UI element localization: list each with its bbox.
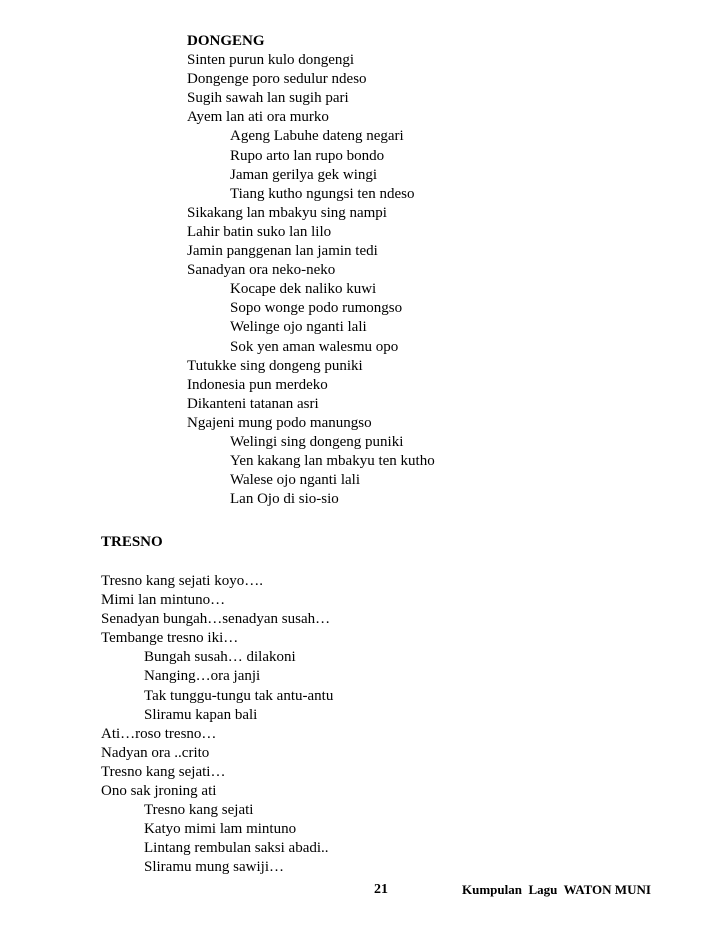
poem-line: Sliramu kapan bali: [144, 706, 258, 723]
poem-line: Tak tunggu-tungu tak antu-antu: [144, 687, 334, 704]
poem-dongeng-lines: [187, 51, 435, 509]
poem-line: Sanadyan ora neko-neko: [187, 262, 336, 279]
poem-line: Nanging…ora janji: [144, 668, 261, 685]
poem-line: Lintang rembulan saksi abadi..: [144, 840, 329, 857]
page-number: 21: [374, 882, 388, 897]
poem-line: Tresno kang sejati koyo….: [101, 573, 263, 589]
poem-line: Katyo mimi lam mintuno: [144, 821, 297, 838]
poem-line: Ono sak jroning ati: [101, 783, 217, 800]
poem-line: Senadyan bungah…senadyan susah…: [101, 611, 331, 628]
poem-line: Ati…roso tresno…: [101, 725, 217, 742]
poem-line: Welinge ojo nganti lali: [230, 319, 367, 336]
poem-line: Bungah susah… dilakoni: [144, 649, 296, 666]
poem-line: Kocape dek naliko kuwi: [230, 281, 377, 298]
poem-line: Jaman gerilya gek wingi: [230, 166, 378, 183]
poem-line: Nadyan ora ..crito: [101, 744, 210, 761]
poem-line: Ngajeni mung podo manungso: [187, 414, 372, 431]
poem-dongeng: [187, 32, 435, 509]
poem-line: Tresno kang sejati…: [101, 763, 226, 780]
poem-line: Sugih sawah lan sugih pari: [187, 90, 349, 107]
poem-tresno-lines: [101, 572, 333, 878]
poem-line: Jamin panggenan lan jamin tedi: [187, 243, 378, 260]
poem-line: Mimi lan mintuno…: [101, 592, 226, 609]
poem-line: Walese ojo nganti lali: [230, 472, 361, 489]
poem-line: Sikakang lan mbakyu sing nampi: [187, 204, 387, 221]
poem-line: Tembange tresno iki…: [101, 630, 239, 647]
poem-line: Rupo arto lan rupo bondo: [230, 147, 385, 164]
poem-tresno: [101, 572, 333, 878]
poem-line: Yen kakang lan mbakyu ten kutho: [230, 453, 435, 470]
poem-line: Dikanteni tatanan asri: [187, 395, 319, 412]
poem-line: Lahir batin suko lan lilo: [187, 223, 332, 240]
poem-line: Tresno kang sejati: [144, 802, 254, 819]
poem-line: Lan Ojo di sio-sio: [230, 491, 339, 508]
poem-line: Indonesia pun merdeko: [187, 376, 328, 393]
poem-line: Ayem lan ati ora murko: [187, 109, 329, 126]
poem-line: Sinten purun kulo dongengi: [187, 52, 355, 69]
poem-line: Tutukke sing dongeng puniki: [187, 357, 363, 374]
poem-title-dongeng: DONGENG: [187, 33, 265, 49]
poem-line: Tiang kutho ngungsi ten ndeso: [230, 185, 415, 202]
poem-title-tresno: TRESNO: [101, 534, 163, 550]
poem-line: Sliramu mung sawiji…: [144, 859, 284, 876]
poem-line: Sok yen aman walesmu opo: [230, 338, 399, 355]
book-title: Kumpulan Lagu WATON MUNI: [462, 882, 651, 897]
poem-line: Ageng Labuhe dateng negari: [230, 128, 404, 145]
poem-line: Sopo wonge podo rumongso: [230, 300, 403, 317]
poem-line: Welingi sing dongeng puniki: [230, 433, 404, 450]
poem-line: Dongenge poro sedulur ndeso: [187, 71, 367, 88]
